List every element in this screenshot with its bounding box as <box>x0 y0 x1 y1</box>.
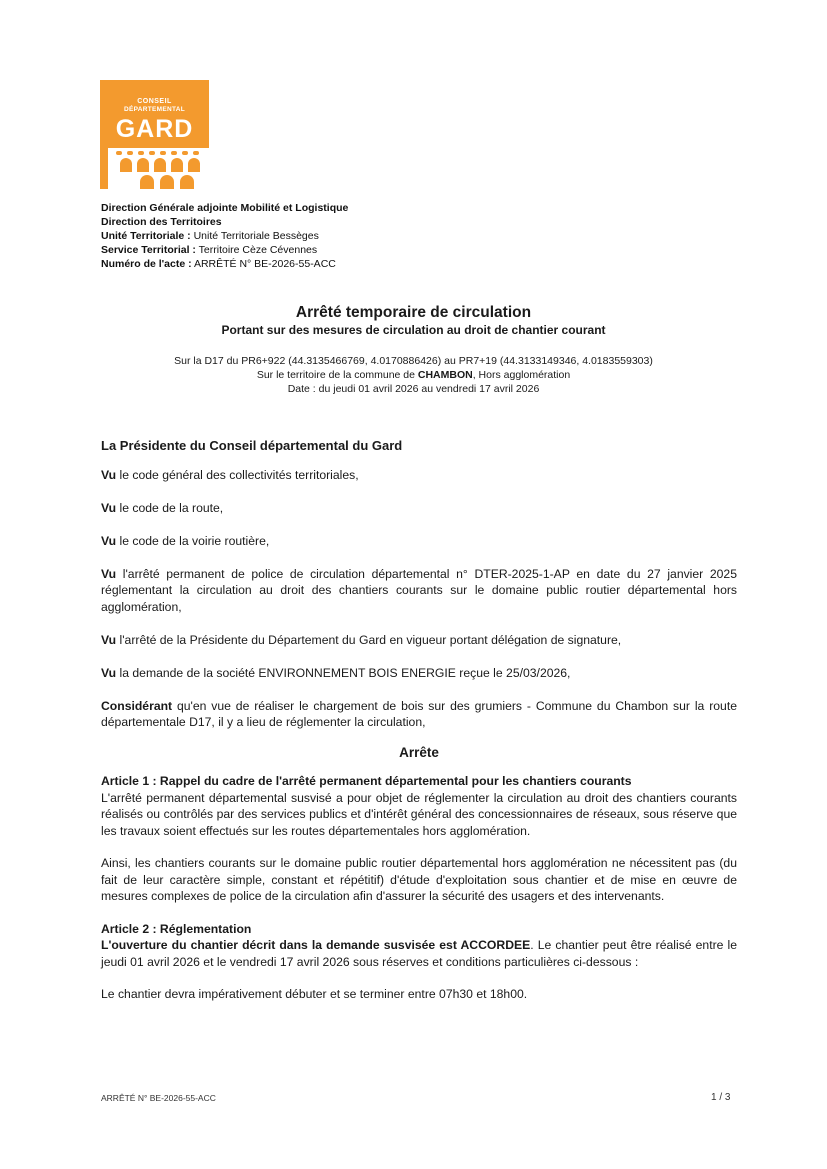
vu-clause-6: Vu la demande de la société ENVIRONNEMENT BOIS ENERGIE reçue le 25/03/2026, <box>101 665 571 680</box>
considerant-clause: Considérant qu'en vue de réaliser le chargement de bois sur des grumiers - Commune du Chambon sur la route départementale D17, il y a lieu de réglementer la circulation, <box>101 698 737 729</box>
location-commune: Sur le territoire de la commune de CHAMBON, Hors agglomération <box>256 369 571 381</box>
vu-clause-2: Vu le code de la route, <box>101 500 224 515</box>
vu-clause-5: Vu l'arrêté de la Présidente du Département du Gard en vigueur portant délégation de signature, <box>101 632 622 647</box>
header-info <box>101 201 348 271</box>
direction: Direction des Territoires <box>101 216 222 228</box>
location-date: Date : du jeudi 01 avril 2026 au vendredi 17 avril 2026 <box>287 383 540 395</box>
title-block <box>0 303 827 338</box>
page-number: 1 / 3 <box>711 1092 731 1103</box>
logo-line-conseil: CONSEIL <box>137 98 172 105</box>
article-1-title: Article 1 : Rappel du cadre de l'arrêté permanent départemental pour les chantiers courants <box>101 774 632 788</box>
gard-logo <box>100 80 209 189</box>
pont-du-gard-icon <box>100 144 209 189</box>
vu-clause-4: Vu l'arrêté permanent de police de circulation départemental n° DTER-2025-1-AP en date du 27 janvier 2025 réglementant la circulation au droit des chantiers courants sur le domaine public routier départemental hors agglomération, <box>101 566 737 614</box>
logo-line-gard: GARD <box>115 115 194 143</box>
article-1-paragraph-1: L'arrêté permanent départemental susvisé a pour objet de réglementer la circulation au droit des chantiers courants réalisés ou contrôlés par des services publics et d'intérêt général des concessionnaires de réseaux, sous réserve que les travaux soient effectués sur les routes départementales hors agglomération. <box>101 790 737 838</box>
vu-clause-1: Vu le code général des collectivités territoriales, <box>101 467 359 482</box>
direction-generale: Direction Générale adjointe Mobilité et Logistique <box>101 202 349 214</box>
article-2-paragraph-1: L'ouverture du chantier décrit dans la demande susvisée est ACCORDEE. Le chantier peut être réalisé entre le jeudi 01 avril 2026 et le vendredi 17 avril 2026 sous réserves et conditions particulières ci-dessous : <box>101 938 737 969</box>
commune-name: CHAMBON <box>417 369 473 381</box>
vu-clause-3: Vu le code de la voirie routière, <box>101 533 270 548</box>
article-2-title: Article 2 : Réglementation <box>101 921 252 936</box>
unite-label: Unité Territoriale : <box>101 230 191 242</box>
article-1-paragraph-2: Ainsi, les chantiers courants sur le domaine public routier départemental hors agglomération ne nécessitent pas (du fait de leur caractère simple, constant et répétitif) d'étude d'exploitation sous chantier et de mise en œuvre de mesures complexes de police de la circulation afin d'assurer la sécurité des usagers et des intervenants. <box>101 856 737 903</box>
service-label: Service Territorial : <box>101 244 196 256</box>
president-heading: La Présidente du Conseil départemental du Gard <box>101 438 403 453</box>
footer-reference: ARRÊTÉ N° BE-2026-55-ACC <box>101 1093 216 1103</box>
page-subtitle: Portant sur des mesures de circulation au droit de chantier courant <box>221 323 606 337</box>
numero-value: ARRÊTÉ N° BE-2026-55-ACC <box>191 258 336 270</box>
article-2-paragraph-2: Le chantier devra impérativement débuter et se terminer entre 07h30 et 18h00. <box>101 987 528 1001</box>
unite-value: Unité Territoriale Bessèges <box>190 230 319 242</box>
location-road: Sur la D17 du PR6+922 (44.3135466769, 4.0170886426) au PR7+19 (44.3133149346, 4.0183559303) <box>174 355 653 367</box>
service-value: Territoire Cèze Cévennes <box>195 244 318 256</box>
arrete-heading: Arrête <box>399 744 439 760</box>
document-body <box>101 438 737 1003</box>
location-block <box>0 354 827 396</box>
page-title: Arrêté temporaire de circulation <box>295 304 532 321</box>
logo-line-departemental: DÉPARTEMENTAL <box>123 106 186 113</box>
numero-label: Numéro de l'acte : <box>101 258 192 270</box>
